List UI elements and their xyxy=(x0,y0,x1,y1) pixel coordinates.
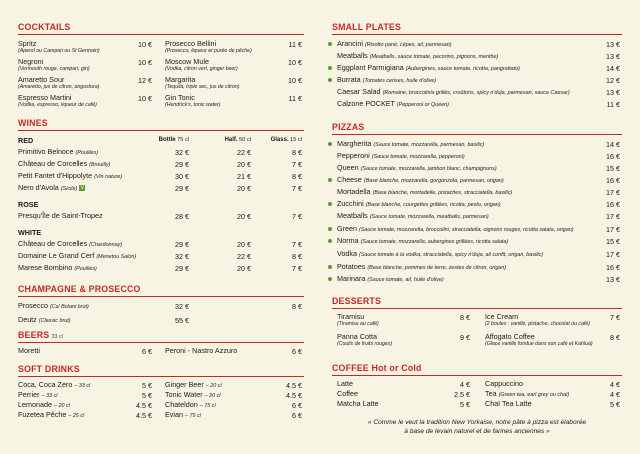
wine-red-label: RED xyxy=(18,136,34,145)
wine-glass-price: 8 € xyxy=(292,172,302,181)
cocktail-item: Amaretto Sour (Amaretto, jus de citron, angostura) xyxy=(18,75,100,90)
wine-half-price: 21 € xyxy=(237,172,251,181)
wine-rose-label: ROSE xyxy=(18,200,39,209)
cocktail-item: Negroni (Vermouth rouge, campari, gin) xyxy=(18,57,90,72)
dessert-price: 9 € xyxy=(460,333,470,342)
small-plate-price: 13 € xyxy=(606,40,620,49)
veggie-dot-icon xyxy=(328,178,332,182)
soft-drink-price: 6 € xyxy=(292,401,302,410)
dessert-price: 8 € xyxy=(460,313,470,322)
cocktail-item: Margarita (Tequila, triple sec, jus de citron) xyxy=(165,75,240,90)
pizza-price: 17 € xyxy=(606,212,620,221)
veggie-dot-icon xyxy=(328,78,332,82)
coffee-item: Coffee xyxy=(337,389,359,398)
cocktails-heading: COCKTAILS xyxy=(18,22,304,35)
wine-half-price: 22 € xyxy=(237,252,251,261)
col-bottle: Bottle 75 cl xyxy=(158,137,189,143)
wine-glass-price: 7 € xyxy=(292,212,302,221)
cocktail-price: 12 € xyxy=(138,76,152,85)
soft-drink-price: 4.5 € xyxy=(286,391,302,400)
coffee-item: Tea (Green tea, earl grey ou chaï) xyxy=(485,389,570,398)
col-half: Half. 50 cl xyxy=(224,137,251,143)
dessert-item: Ice Cream (2 boules : vanille, pistache, chocolat ou café) xyxy=(485,312,590,327)
beer-item: Peroni - Nastro Azzuro xyxy=(165,346,238,355)
champagne-glass-price: 8 € xyxy=(292,302,302,311)
coffee-price: 4 € xyxy=(460,380,470,389)
wine-half-price: 20 € xyxy=(237,264,251,273)
soft-drink-item: Chateldon – 75 cl xyxy=(165,400,216,409)
small-plate-price: 12 € xyxy=(606,76,620,85)
small-plate-item: Meatballs (Meatballs, sauce tomate, pecorino, pignons, menthe) xyxy=(337,51,499,60)
champagne-heading: CHAMPAGNE & PROSECCO xyxy=(18,284,304,297)
wine-item: Nero d'Avola (Sicile) V xyxy=(18,183,84,192)
pizzas-heading: PIZZAS xyxy=(332,122,622,135)
cocktail-price: 10 € xyxy=(288,76,302,85)
wine-half-price: 22 € xyxy=(237,148,251,157)
coffee-price: 2.5 € xyxy=(454,390,470,399)
cocktail-price: 10 € xyxy=(138,94,152,103)
pizza-price: 15 € xyxy=(606,237,620,246)
wine-bottle-price: 29 € xyxy=(175,160,189,169)
wine-glass-price: 8 € xyxy=(292,252,302,261)
wine-item: Petit Fantet d'Hippolyte (Vin nature) xyxy=(18,171,123,180)
wine-item: Primitivo Belnoce (Pouilles) xyxy=(18,147,98,156)
coffee-item: Cappuccino xyxy=(485,379,523,388)
pizza-price: 13 € xyxy=(606,275,620,284)
coffee-price: 4 € xyxy=(610,390,620,399)
champagne-item: Prosecco (Ca' Bolani brut) xyxy=(18,301,89,310)
champagne-bottle-price: 32 € xyxy=(175,302,189,311)
veggie-dot-icon xyxy=(328,42,332,46)
pizza-price: 16 € xyxy=(606,152,620,161)
wine-item: Presqu'Île de Saint-Tropez xyxy=(18,211,103,220)
wine-half-price: 20 € xyxy=(237,212,251,221)
champagne-item: Deutz (Classic brut) xyxy=(18,315,71,324)
wines-heading: WINES xyxy=(18,118,304,131)
wine-bottle-price: 30 € xyxy=(175,172,189,181)
coffee-item: Latte xyxy=(337,379,353,388)
veggie-dot-icon xyxy=(328,277,332,281)
dessert-item: Tiramisu (Tiramisu au café) xyxy=(337,312,379,327)
cocktail-item: Prosecco Bellini (Prosecco, liqueur et purée de pêche) xyxy=(165,39,252,54)
tradition-quote xyxy=(332,418,622,436)
small-plate-price: 13 € xyxy=(606,52,620,61)
col-glass: Glass. 15 cl xyxy=(270,137,302,143)
wine-white-label: WHITE xyxy=(18,228,42,237)
pizza-item: Cheese (Base blanche, mozzarella, gorgonzola, parmesan, origan) xyxy=(337,176,504,185)
soft-drink-item: Tonic Water – 20 cl xyxy=(165,390,221,399)
pizza-item: Zucchini (Base blanche, courgettes grillées, ricotta, pesto, origan) xyxy=(337,200,501,209)
small-plate-price: 14 € xyxy=(606,64,620,73)
veggie-dot-icon xyxy=(328,239,332,243)
soft-drink-price: 5 € xyxy=(142,391,152,400)
veggie-dot-icon xyxy=(328,265,332,269)
dessert-item: Affogato Coffee (Glace vanille fondue dans son café et Kahlua) xyxy=(485,332,593,347)
cocktail-price: 10 € xyxy=(138,58,152,67)
wine-half-price: 20 € xyxy=(237,240,251,249)
cocktail-price: 10 € xyxy=(138,40,152,49)
pizza-price: 16 € xyxy=(606,200,620,209)
soft-drink-price: 4.5 € xyxy=(286,381,302,390)
soft-drinks-heading: SOFT DRINKS xyxy=(18,364,304,377)
beer-price: 6 € xyxy=(142,347,152,356)
desserts-heading: DESSERTS xyxy=(332,296,622,309)
pizza-item: Potatoes (Base blanche, pommes de terre, zestes de citron, origan) xyxy=(337,263,506,272)
wine-bottle-price: 28 € xyxy=(175,212,189,221)
wine-item: Marese Bombino (Pouilles) xyxy=(18,263,97,272)
small-plates-heading: SMALL PLATES xyxy=(332,22,622,35)
soft-drink-price: 4.5 € xyxy=(136,411,152,420)
coffee-heading: COFFEE Hot or Cold xyxy=(332,363,622,376)
cocktail-item: Spritz (Aperol ou Campari ou St Germain) xyxy=(18,39,100,54)
wine-half-price: 20 € xyxy=(237,160,251,169)
wine-bottle-price: 32 € xyxy=(175,148,189,157)
pizza-price: 15 € xyxy=(606,164,620,173)
pizza-item: Meatballs (Sauce tomate, mozzarella, meatballs, parmesan) xyxy=(337,211,489,220)
pizza-item: Margherita (Sauce tomate, mozzarella, parmesan, basilic) xyxy=(337,140,484,149)
wine-glass-price: 7 € xyxy=(292,240,302,249)
cocktail-item: Moscow Mule (Vodka, citron vert, ginger beer) xyxy=(165,57,238,72)
wine-half-price: 20 € xyxy=(237,184,251,193)
cocktail-item: Espresso Martini (Vodka, espresso, liqueur de café) xyxy=(18,93,97,108)
wine-glass-price: 8 € xyxy=(292,148,302,157)
cocktail-price: 11 € xyxy=(288,40,302,49)
soft-drink-item: Fuzetea Pêche – 25 cl xyxy=(18,410,85,419)
soft-drink-price: 5 € xyxy=(142,381,152,390)
pizza-price: 17 € xyxy=(606,188,620,197)
dessert-price: 8 € xyxy=(610,333,620,342)
quote-line: à base de levain naturel et de farines anciennes » xyxy=(404,428,550,435)
dessert-price: 7 € xyxy=(610,313,620,322)
wine-glass-price: 7 € xyxy=(292,264,302,273)
pizza-price: 16 € xyxy=(606,176,620,185)
coffee-item: Chaï Tea Latte xyxy=(485,399,532,408)
wine-item: Château de Corcelles (Brouilly) xyxy=(18,159,111,168)
small-plate-item: Caesar Salad (Romaine, broccolinis grillés, croûtons, spicy n'duja, parmesan, sauce Caesar) xyxy=(337,87,570,96)
veggie-dot-icon xyxy=(328,227,332,231)
veggie-dot-icon xyxy=(328,66,332,70)
dessert-item: Panna Cotta (Coulis de fruits rouges) xyxy=(337,332,393,347)
coffee-item: Matcha Latte xyxy=(337,399,379,408)
veggie-dot-icon xyxy=(328,142,332,146)
soft-drink-price: 4.5 € xyxy=(136,401,152,410)
soft-drink-price: 6 € xyxy=(292,411,302,420)
small-plate-item: Eggplant Parmigiana (Aubergines, sauce tomate, ricotta, pangrattato) xyxy=(337,64,520,73)
quote-line: « Comme le veut la tradition New Yorkaise, notre pâte à pizza est élaborée xyxy=(367,419,587,426)
soft-drink-item: Evian – 75 cl xyxy=(165,410,201,419)
coffee-price: 5 € xyxy=(610,400,620,409)
small-plate-price: 11 € xyxy=(606,100,620,109)
small-plate-item: Arancini (Risotto pané, cèpes, ail, parmesan) xyxy=(337,40,452,49)
cocktail-price: 11 € xyxy=(288,94,302,103)
pizza-price: 17 € xyxy=(606,250,620,259)
pizza-item: Green (Sauce tomate, mozzarella, broccolini, stracciatella, oignons rouges, ricotta salata, origan) xyxy=(337,225,574,234)
pizza-item: Norma (Sauce tomate, mozzarella, aubergines grillées, ricotta salata) xyxy=(337,237,508,246)
vegan-badge-icon: V xyxy=(80,185,84,192)
pizza-item: Marinara (Sauce tomate, ail, huile d'olive) xyxy=(337,275,444,284)
wine-bottle-price: 29 € xyxy=(175,264,189,273)
wine-bottle-price: 29 € xyxy=(175,240,189,249)
wine-glass-price: 7 € xyxy=(292,160,302,169)
wine-glass-price: 7 € xyxy=(292,184,302,193)
pizza-price: 17 € xyxy=(606,225,620,234)
soft-drink-item: Perrier – 33 cl xyxy=(18,390,58,399)
veggie-dot-icon xyxy=(328,202,332,206)
champagne-bottle-price: 55 € xyxy=(175,316,189,325)
soft-drink-item: Coca, Coca Zero – 33 cl xyxy=(18,380,91,389)
pizza-item: Queen (Sauce tomate, mozzarella, jambon blanc, champignons) xyxy=(337,163,497,172)
soft-drink-item: Ginger Beer – 20 cl xyxy=(165,380,222,389)
coffee-price: 4 € xyxy=(610,380,620,389)
small-plate-item: Calzone POCKET (Pepperoni or Queen) xyxy=(337,99,449,108)
small-plate-item: Burrata (Tomates cerises, huile d'olive) xyxy=(337,76,436,85)
cocktail-price: 10 € xyxy=(288,58,302,67)
pizza-price: 16 € xyxy=(606,263,620,272)
wine-bottle-price: 29 € xyxy=(175,184,189,193)
pizza-item: Mortadella (Base blanche, mortadelle, pistaches, stracciatella, basilic) xyxy=(337,187,513,196)
small-plate-price: 13 € xyxy=(606,88,620,97)
pizza-price: 14 € xyxy=(606,140,620,149)
soft-drink-item: Lemonade – 20 cl xyxy=(18,400,70,409)
beer-item: Moretti xyxy=(18,346,40,355)
beers-heading: BEERS 33 cl xyxy=(18,330,304,343)
beer-price: 6 € xyxy=(292,347,302,356)
cocktail-item: Gin Tonic (Hendrick's, tonic water) xyxy=(165,93,221,108)
wine-bottle-price: 32 € xyxy=(175,252,189,261)
coffee-price: 5 € xyxy=(460,400,470,409)
pizza-item: Vodka (Sauce tomate à la vodka, stracciatella, spicy n'duja, ail confit, origan, basilic) xyxy=(337,249,544,258)
wine-item: Domaine Le Grand Cerf (Menetou Salon) xyxy=(18,251,137,260)
pizza-item: Pepperoni (Sauce tomate, mozzarella, pepperoni) xyxy=(337,151,465,160)
wine-item: Château de Corcelles (Chardonnay) xyxy=(18,239,123,248)
